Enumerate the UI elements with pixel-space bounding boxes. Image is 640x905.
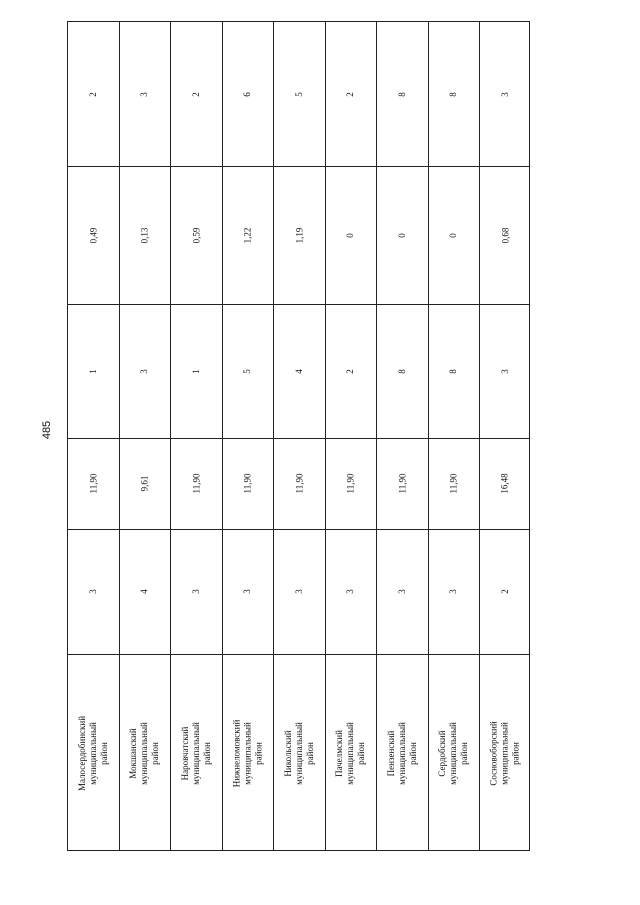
cell-district [377, 654, 428, 852]
cell-text: 11,90 [190, 473, 201, 494]
cell-col5 [325, 166, 376, 304]
cell-text: 8 [448, 368, 458, 374]
cell-col5 [428, 166, 479, 304]
cell-col2 [171, 529, 222, 654]
cell-text: 5 [242, 368, 252, 374]
cell-col3 [119, 438, 170, 529]
cell-text: 4 [139, 589, 149, 594]
cell-col5 [480, 166, 531, 304]
cell-col6 [480, 22, 531, 166]
rotated-data-table [67, 21, 530, 851]
cell-text: 11,90 [241, 473, 252, 494]
cell-text: 11,90 [344, 473, 355, 494]
cell-text: 2 [191, 91, 201, 97]
cell-text: 3 [448, 589, 458, 594]
cell-text: Сердобский муниципальный район [437, 721, 469, 785]
cell-text: Никольский муниципальный район [283, 721, 315, 785]
cell-text: 3 [242, 589, 252, 594]
cell-district [480, 654, 531, 852]
cell-col2 [480, 529, 531, 654]
page-number [38, 418, 56, 442]
cell-text: 11,90 [87, 473, 98, 494]
cell-district [428, 654, 479, 852]
cell-col3 [377, 438, 428, 529]
cell-text: 2 [345, 368, 355, 374]
cell-text: 0,49 [88, 227, 98, 243]
cell-col4 [274, 304, 325, 438]
cell-text: 0 [345, 232, 355, 238]
cell-text: 0,59 [191, 227, 201, 243]
cell-text: 11,90 [293, 473, 304, 494]
cell-col5 [274, 166, 325, 304]
cell-text: 8 [448, 91, 458, 97]
cell-col4 [325, 304, 376, 438]
cell-text: 1,19 [294, 227, 304, 243]
cell-text: 3 [500, 368, 510, 374]
cell-col2 [325, 529, 376, 654]
cell-col6 [377, 22, 428, 166]
cell-text: 3 [139, 368, 149, 374]
cell-col2 [274, 529, 325, 654]
cell-col5 [119, 166, 170, 304]
cell-text: 3 [345, 589, 355, 594]
cell-district [171, 654, 222, 852]
cell-text: 16,48 [500, 473, 510, 494]
cell-col3 [222, 438, 273, 529]
cell-col5 [68, 166, 119, 304]
cell-col6 [222, 22, 273, 166]
cell-text: 2 [500, 589, 510, 594]
cell-col2 [119, 529, 170, 654]
cell-col2 [68, 529, 119, 654]
cell-col4 [377, 304, 428, 438]
cell-text: 0,68 [500, 227, 510, 243]
cell-text: 1 [88, 368, 98, 374]
cell-text: Сосновоборский муниципальный район [489, 720, 521, 786]
cell-text: 4 [294, 368, 304, 374]
cell-text: Нижнеломовский муниципальный район [231, 719, 263, 787]
cell-text: 3 [139, 91, 149, 97]
cell-district [325, 654, 376, 852]
cell-col4 [68, 304, 119, 438]
cell-district [68, 654, 119, 852]
cell-col3 [325, 438, 376, 529]
cell-col6 [274, 22, 325, 166]
cell-col4 [480, 304, 531, 438]
cell-district [274, 654, 325, 852]
cell-text: 0,13 [139, 227, 149, 243]
cell-text: 3 [500, 91, 510, 97]
cell-text: 9,61 [139, 475, 149, 492]
cell-text: Пензенский муниципальный район [386, 721, 418, 785]
cell-text: 2 [345, 91, 355, 97]
cell-col2 [222, 529, 273, 654]
cell-col6 [428, 22, 479, 166]
cell-col5 [222, 166, 273, 304]
cell-text: 3 [191, 589, 201, 594]
cell-text: 3 [294, 589, 304, 594]
cell-text: 1,22 [242, 227, 252, 243]
cell-district [119, 654, 170, 852]
cell-text: 11,90 [447, 473, 458, 494]
cell-text: 11,90 [396, 473, 407, 494]
cell-text: 8 [397, 368, 407, 374]
cell-col3 [68, 438, 119, 529]
cell-col4 [119, 304, 170, 438]
cell-text: 1 [191, 368, 201, 374]
cell-district [222, 654, 273, 852]
cell-col4 [222, 304, 273, 438]
cell-text: Мокшанский муниципальный район [128, 721, 160, 785]
cell-col4 [171, 304, 222, 438]
cell-col6 [119, 22, 170, 166]
cell-text: 6 [242, 91, 252, 97]
cell-col3 [274, 438, 325, 529]
cell-col3 [428, 438, 479, 529]
cell-text: 0 [397, 232, 407, 238]
cell-col3 [480, 438, 531, 529]
cell-col5 [171, 166, 222, 304]
cell-col6 [68, 22, 119, 166]
cell-col3 [171, 438, 222, 529]
cell-text: 2 [88, 91, 98, 97]
cell-text: 3 [397, 589, 407, 594]
cell-text: Наровчатский муниципальный район [180, 721, 212, 785]
page-number-text: 485 [41, 420, 54, 440]
cell-col5 [377, 166, 428, 304]
cell-col4 [428, 304, 479, 438]
cell-text: 8 [397, 91, 407, 97]
cell-col6 [325, 22, 376, 166]
cell-col6 [171, 22, 222, 166]
cell-col2 [428, 529, 479, 654]
cell-text: 5 [294, 91, 304, 97]
cell-text: 0 [448, 232, 458, 238]
cell-col2 [377, 529, 428, 654]
cell-text: 3 [88, 589, 98, 594]
cell-text: Пачелмский муниципальный район [334, 721, 366, 785]
cell-text: Малосердобинский муниципальный район [77, 715, 110, 791]
